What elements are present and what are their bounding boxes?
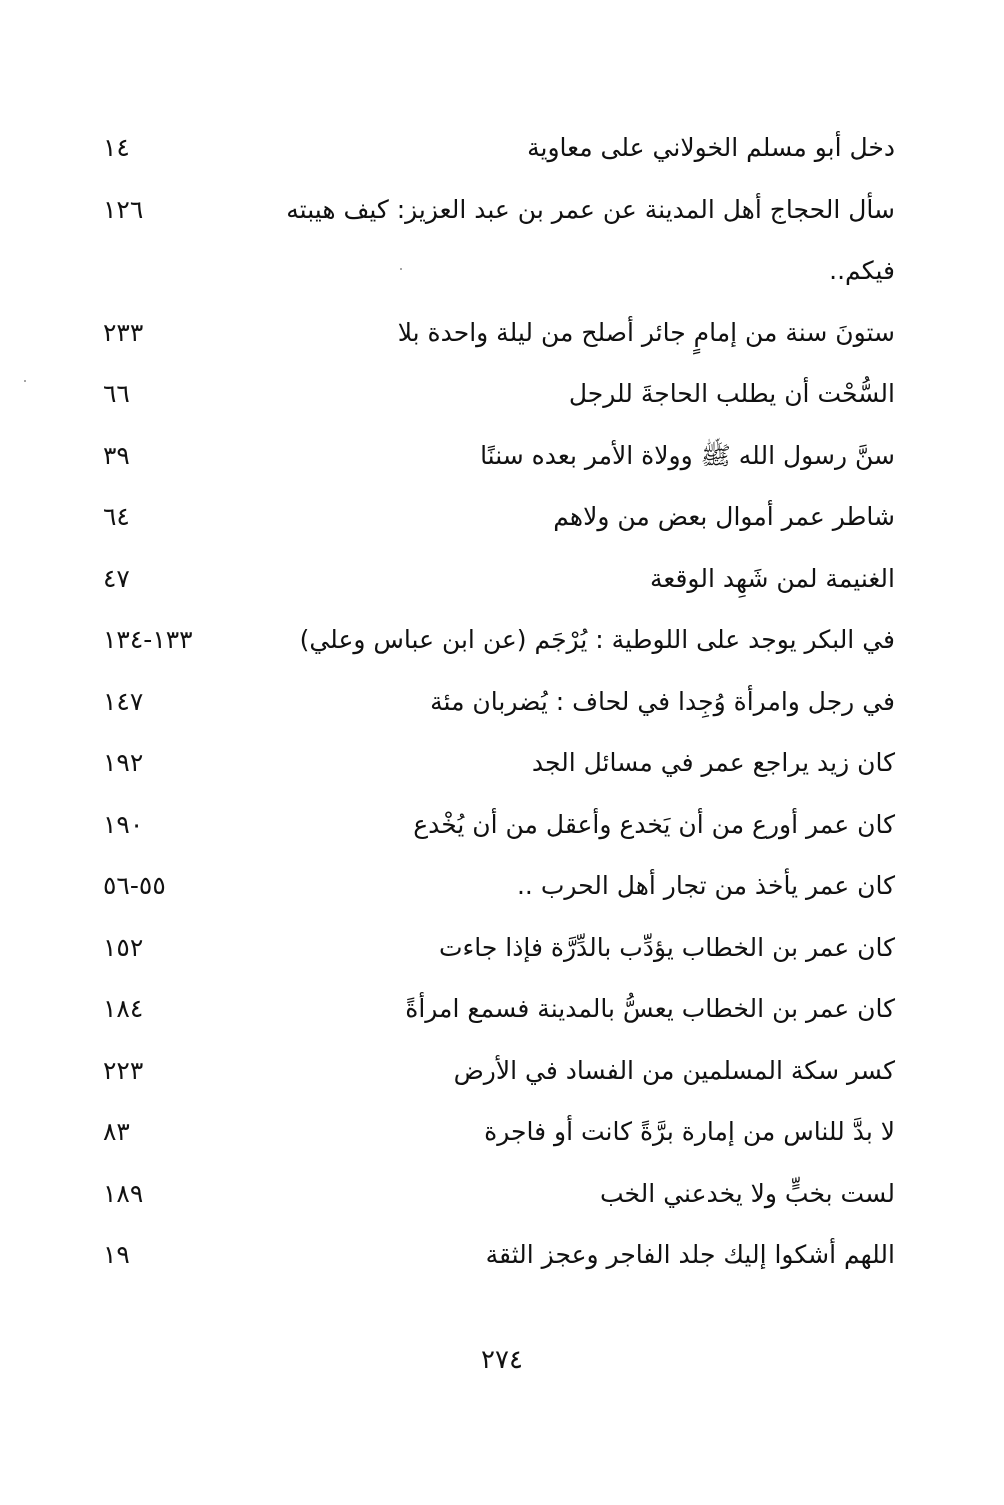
entry-text: كسر سكة المسلمين من الفساد في الأرض [453, 1055, 895, 1085]
entry-page-ref: ١٣٣-١٣٤ [103, 625, 193, 654]
entry-page-ref: ٢٣٣ [103, 317, 144, 347]
entry-text: لست بخبٍّ ولا يخدعني الخب [600, 1178, 895, 1208]
entry-text: في رجل وامرأة وُجِدا في لحاف : يُضربان مئة [430, 686, 895, 716]
index-entry [95, 118, 895, 180]
index-entry [95, 487, 895, 549]
entry-text: ستونَ سنة من إمامٍ جائر أصلح من ليلة واحدة بلا [397, 317, 895, 347]
index-list [95, 118, 895, 1287]
entry-page-ref: ٥٥-٥٦ [103, 871, 166, 900]
entry-page-ref: ١٩ [103, 1240, 130, 1269]
entry-text: دخل أبو مسلم الخولاني على معاوية [527, 133, 895, 162]
index-entry [95, 979, 895, 1041]
index-entry [95, 610, 895, 672]
index-entry [95, 1041, 895, 1103]
index-entry [95, 303, 895, 365]
entry-text: سنَّ رسول الله ﷺ وولاة الأمر بعده سننًا [480, 440, 895, 470]
index-entry [95, 672, 895, 734]
page-number: ٢٧٤ [481, 1345, 523, 1375]
index-entry [95, 180, 895, 242]
index-entry [95, 795, 895, 857]
entry-page-ref: ٤٧ [103, 563, 130, 593]
entry-page-ref: ١٥٢ [103, 932, 144, 962]
entry-text: شاطر عمر أموال بعض من ولاهم [553, 502, 895, 531]
entry-text: السُّحْت أن يطلب الحاجةَ للرجل [568, 379, 895, 408]
entry-text: لا بدَّ للناس من إمارة برَّةً كانت أو فاجرة [484, 1117, 895, 1146]
index-entry [95, 1225, 895, 1287]
index-entry [95, 918, 895, 980]
entry-page-ref: ٦٤ [103, 502, 130, 531]
entry-page-ref: ١٤ [103, 133, 130, 162]
index-entry [95, 1102, 895, 1164]
entry-text: فيكم.. [829, 256, 895, 285]
entry-page-ref: ٨٣ [103, 1117, 130, 1146]
entry-page-ref: ٦٦ [103, 379, 130, 408]
index-entry [95, 733, 895, 795]
entry-page-ref: ١٢٦ [103, 194, 144, 224]
index-entry [95, 1164, 895, 1226]
entry-text: كان عمر بن الخطاب يعسُّ بالمدينة فسمع امرأةً [405, 994, 895, 1023]
index-entry [95, 856, 895, 918]
entry-page-ref: ١٩٠ [103, 809, 144, 839]
index-entry-continuation [95, 241, 895, 303]
entry-page-ref: ١٨٤ [103, 994, 144, 1023]
entry-page-ref: ٢٢٣ [103, 1055, 144, 1085]
entry-text: كان زيد يراجع عمر في مسائل الجد [531, 748, 895, 777]
entry-page-ref: ١٤٧ [103, 686, 144, 716]
entry-text: كان عمر أورع من أن يَخدع وأعقل من أن يُخْدع [413, 809, 895, 839]
entry-page-ref: ٣٩ [103, 440, 130, 470]
entry-text: سأل الحجاج أهل المدينة عن عمر بن عبد العزيز: كيف هيبته [286, 194, 895, 224]
index-entry [95, 364, 895, 426]
entry-text: اللهم أشكوا إليك جلد الفاجر وعجز الثقة [485, 1240, 895, 1269]
entry-text: كان عمر بن الخطاب يؤدِّب بالدِّرَّة فإذا جاءت [438, 932, 895, 962]
entry-text: كان عمر يأخذ من تجار أهل الحرب .. [516, 871, 895, 900]
entry-page-ref: ١٨٩ [103, 1178, 144, 1208]
index-entry [95, 426, 895, 488]
scan-speck [24, 380, 26, 382]
entry-text: الغنيمة لمن شَهِد الوقعة [650, 563, 895, 593]
entry-page-ref: ١٩٢ [103, 748, 144, 777]
entry-text: في البكر يوجد على اللوطية : يُرْجَم (عن ابن عباس وعلي) [299, 625, 895, 654]
scan-speck [400, 268, 402, 270]
index-entry [95, 549, 895, 611]
